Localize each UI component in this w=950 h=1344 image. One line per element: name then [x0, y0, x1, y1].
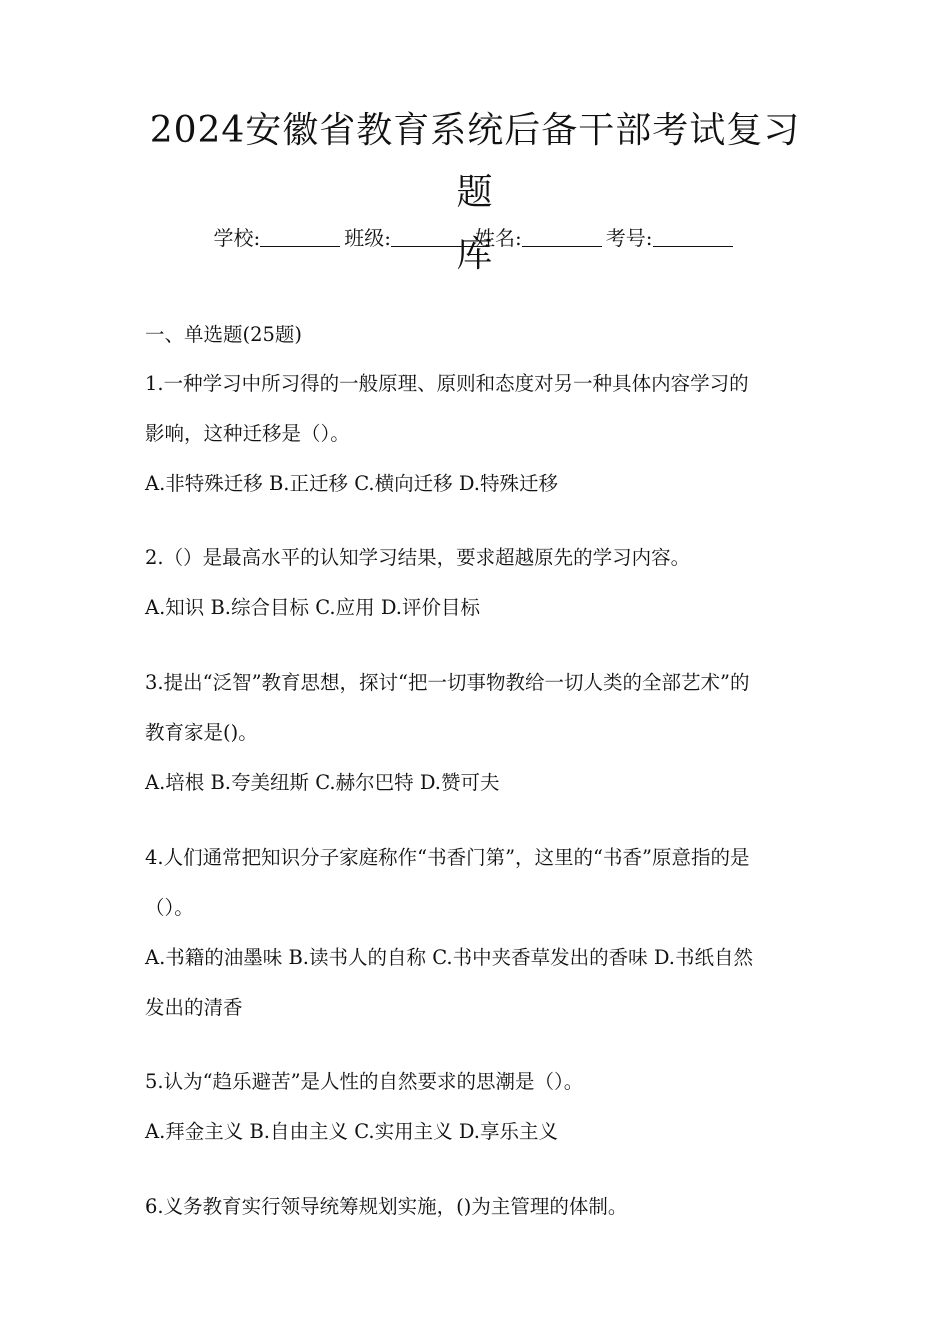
title-line-1: 2024安徽省教育系统后备干部考试复习题 — [149, 110, 801, 213]
name-label: 姓名: — [475, 226, 522, 250]
question-2-line-1: 2.（）是最高水平的认知学习结果，要求超越原先的学习内容。 — [145, 546, 691, 569]
document-title — [140, 100, 810, 286]
exam-id-field — [606, 222, 737, 251]
question-1-line-2: 影响，这种迁移是（）。 — [145, 422, 350, 445]
question-4-line-1: 4.人们通常把知识分子家庭称作“书香门第”，这里的“书香”原意指的是 — [145, 846, 750, 869]
question-4-options-line-2: 发出的清香 — [145, 996, 243, 1019]
class-blank — [391, 246, 471, 247]
title-line-2: 库 — [456, 234, 494, 275]
question-1-line-1: 1.一种学习中所习得的一般原理、原则和态度对另一种具体内容学习的 — [145, 372, 749, 395]
question-3-line-2: 教育家是()。 — [145, 721, 258, 744]
name-blank — [522, 246, 602, 247]
question-4-line-2: （）。 — [145, 896, 194, 919]
question-2-options: A.知识 B.综合目标 C.应用 D.评价目标 — [145, 596, 480, 619]
class-label: 班级: — [344, 226, 391, 250]
student-info-row — [0, 222, 950, 251]
exam-id-label: 考号: — [605, 226, 653, 250]
section-heading: 一、单选题(25题) — [145, 323, 303, 346]
school-field — [214, 222, 345, 251]
school-blank — [260, 246, 340, 247]
question-1-options: A.非特殊迁移 B.正迁移 C.横向迁移 D.特殊迁移 — [145, 472, 558, 495]
question-3-options: A.培根 B.夸美纽斯 C.赫尔巴特 D.赞可夫 — [145, 771, 500, 794]
name-field — [475, 222, 606, 251]
question-4-options-line-1: A.书籍的油墨味 B.读书人的自称 C.书中夹香草发出的香味 D.书纸自然 — [145, 946, 753, 969]
question-6-line-1: 6.义务教育实行领导统筹规划实施，()为主管理的体制。 — [145, 1195, 628, 1218]
exam-id-blank — [653, 246, 733, 247]
question-3-line-1: 3.提出“泛智”教育思想，探讨“把一切事物教给一切人类的全部艺术”的 — [145, 671, 750, 694]
school-label: 学校: — [213, 226, 261, 250]
question-5-line-1: 5.认为“趋乐避苦”是人性的自然要求的思潮是（）。 — [145, 1070, 584, 1093]
question-5-options: A.拜金主义 B.自由主义 C.实用主义 D.享乐主义 — [145, 1120, 558, 1143]
class-field — [344, 222, 475, 251]
